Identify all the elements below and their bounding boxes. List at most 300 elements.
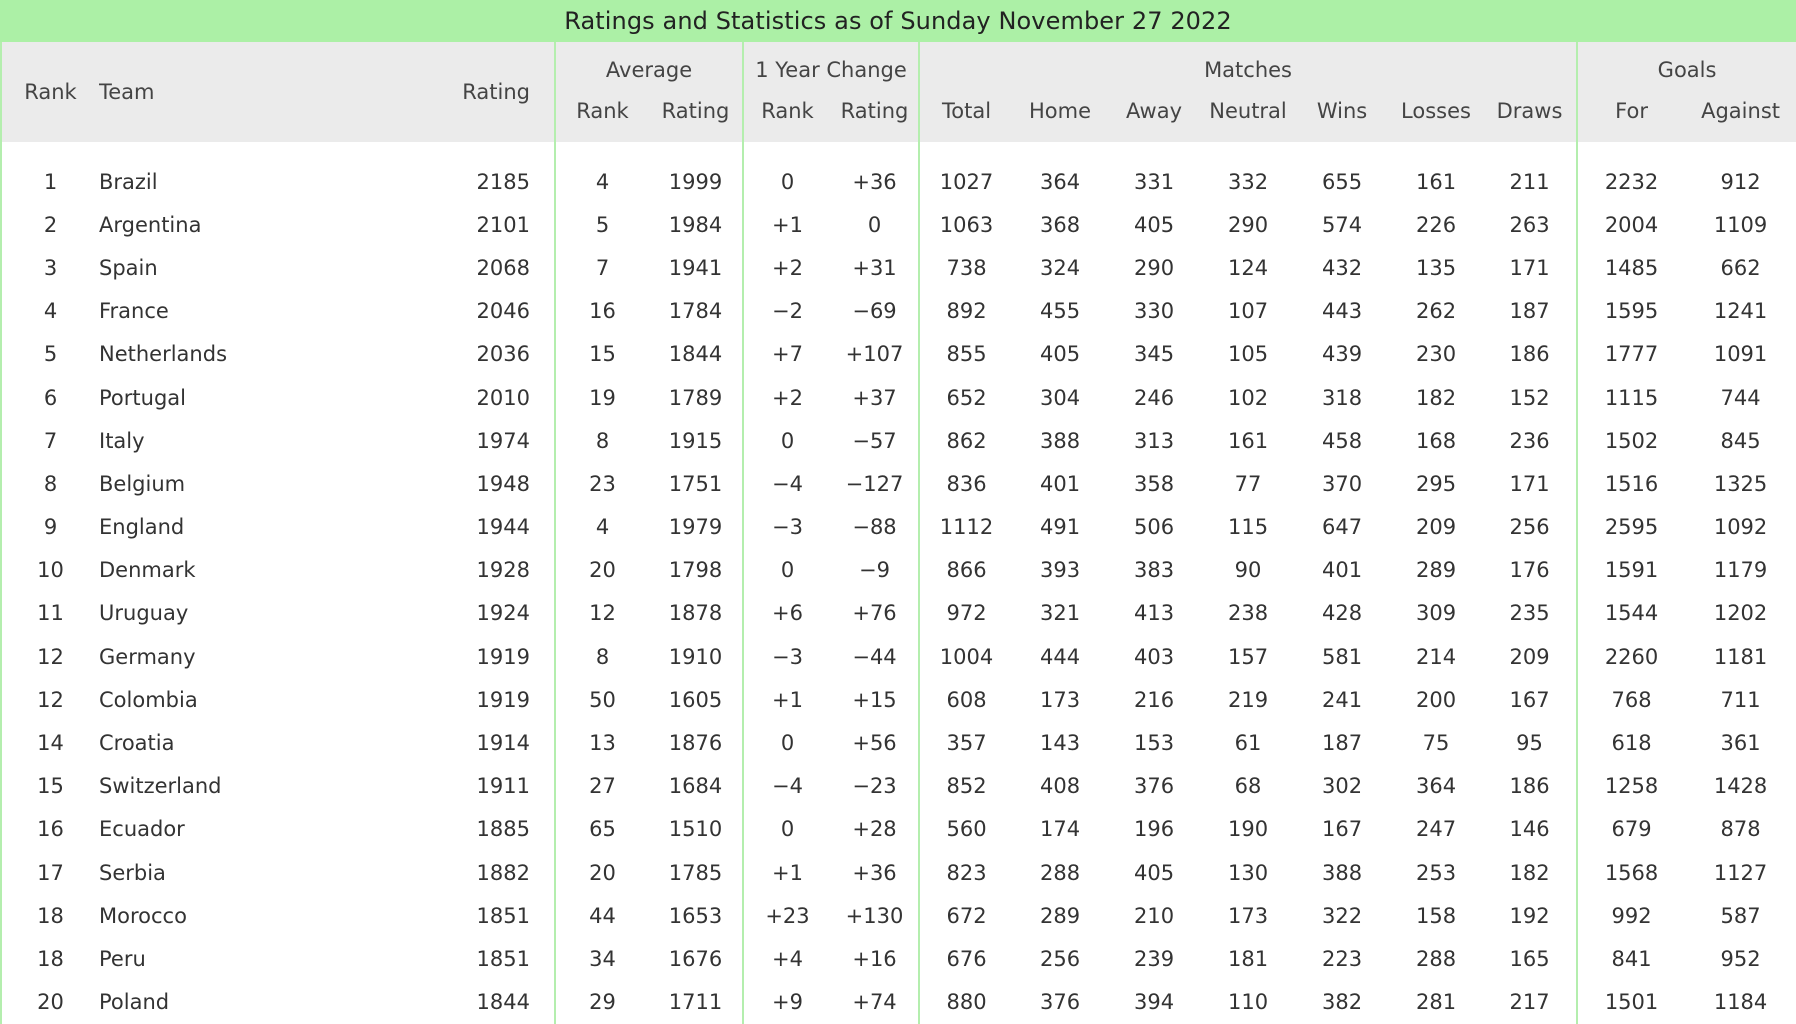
header-average-rating[interactable]: Rating bbox=[649, 84, 743, 142]
page-title: Ratings and Statistics as of Sunday November 27 2022 bbox=[0, 0, 1796, 42]
cell-matches-neutral: 157 bbox=[1227, 644, 1269, 669]
cell-matches-total: 855 bbox=[919, 333, 1013, 376]
cell-matches-draws: 95 bbox=[1516, 731, 1543, 756]
cell-goals-against: 361 bbox=[1685, 721, 1796, 764]
cell-year-change-rank: 0 bbox=[743, 160, 831, 203]
header-matches-losses[interactable]: Losses bbox=[1389, 84, 1483, 142]
cell-matches-wins: 223 bbox=[1321, 946, 1363, 971]
cell-rating: 2185 bbox=[476, 169, 530, 194]
cell-matches-home: 288 bbox=[1039, 860, 1081, 885]
cell-average-rank: 29 bbox=[555, 981, 649, 1024]
cell-matches-losses: 295 bbox=[1415, 471, 1457, 496]
table-row[interactable] bbox=[1, 549, 1796, 592]
cell-matches-neutral: 190 bbox=[1227, 817, 1269, 842]
cell-year-change-rating: −23 bbox=[852, 774, 897, 799]
cell-goals-for: 679 bbox=[1577, 808, 1685, 851]
cell-rank: 15 bbox=[1, 765, 99, 808]
cell-year-change-rank: +9 bbox=[743, 981, 831, 1024]
cell-average-rank: 5 bbox=[555, 203, 649, 246]
cell-average-rating: 1789 bbox=[668, 385, 723, 410]
cell-rating: 1924 bbox=[476, 601, 530, 626]
cell-year-change-rating: +36 bbox=[852, 860, 897, 885]
cell-average-rating: 1510 bbox=[668, 817, 723, 842]
cell-average-rank: 16 bbox=[555, 290, 649, 333]
cell-matches-home: 289 bbox=[1039, 903, 1081, 928]
cell-matches-draws: 182 bbox=[1509, 860, 1550, 885]
cell-rank: 14 bbox=[1, 721, 99, 764]
cell-matches-home: 376 bbox=[1039, 990, 1081, 1015]
header-matches-total[interactable]: Total bbox=[919, 84, 1013, 142]
cell-goals-against: 878 bbox=[1685, 808, 1796, 851]
cell-matches-draws: 192 bbox=[1509, 903, 1550, 928]
cell-goals-for: 1115 bbox=[1577, 376, 1685, 419]
cell-goals-for: 1501 bbox=[1577, 981, 1685, 1024]
cell-rank: 16 bbox=[1, 808, 99, 851]
cell-goals-against: 587 bbox=[1685, 894, 1796, 937]
cell-average-rank: 13 bbox=[555, 721, 649, 764]
cell-rank: 7 bbox=[1, 419, 99, 462]
cell-matches-losses: 309 bbox=[1415, 601, 1457, 626]
cell-goals-for: 1516 bbox=[1577, 462, 1685, 505]
header-matches-group: Matches bbox=[919, 42, 1577, 84]
cell-rating: 1944 bbox=[476, 515, 530, 540]
header-average-rank[interactable]: Rank bbox=[555, 84, 649, 142]
cell-average-rating: 1785 bbox=[668, 860, 723, 885]
cell-average-rank: 4 bbox=[555, 160, 649, 203]
cell-rating: 1914 bbox=[476, 731, 530, 756]
cell-matches-away: 210 bbox=[1133, 903, 1175, 928]
cell-rating: 2046 bbox=[476, 299, 530, 324]
cell-rating: 1844 bbox=[476, 990, 530, 1015]
cell-matches-losses: 200 bbox=[1415, 687, 1457, 712]
cell-matches-total: 866 bbox=[919, 549, 1013, 592]
cell-average-rating: 1915 bbox=[668, 428, 723, 453]
cell-team[interactable]: Italy bbox=[99, 428, 145, 453]
cell-matches-total: 672 bbox=[919, 894, 1013, 937]
ratings-table bbox=[0, 42, 1796, 1024]
cell-matches-neutral: 124 bbox=[1227, 255, 1269, 280]
header-year-change-group: 1 Year Change bbox=[743, 42, 919, 84]
cell-matches-home: 364 bbox=[1039, 169, 1081, 194]
header-year-change-rating[interactable]: Rating bbox=[831, 84, 919, 142]
cell-matches-total: 738 bbox=[919, 246, 1013, 289]
table-row[interactable] bbox=[1, 203, 1796, 246]
cell-team[interactable]: Poland bbox=[99, 990, 170, 1015]
cell-goals-for: 2004 bbox=[1577, 203, 1685, 246]
cell-rating: 1919 bbox=[476, 687, 530, 712]
cell-team[interactable]: Morocco bbox=[99, 903, 187, 928]
table-row[interactable] bbox=[1, 462, 1796, 505]
cell-matches-away: 413 bbox=[1133, 601, 1175, 626]
table-spacer bbox=[1, 142, 1796, 160]
cell-average-rating: 1876 bbox=[668, 731, 723, 756]
cell-matches-away: 506 bbox=[1133, 515, 1175, 540]
cell-matches-total: 836 bbox=[919, 462, 1013, 505]
cell-year-change-rating: +15 bbox=[852, 687, 897, 712]
cell-goals-for: 2260 bbox=[1577, 635, 1685, 678]
cell-rating: 2010 bbox=[476, 385, 530, 410]
cell-matches-losses: 262 bbox=[1415, 299, 1457, 324]
cell-year-change-rank: +7 bbox=[743, 333, 831, 376]
cell-team[interactable]: England bbox=[99, 515, 185, 540]
cell-team[interactable]: Peru bbox=[99, 946, 146, 971]
cell-year-change-rating: +76 bbox=[852, 601, 897, 626]
cell-rank: 11 bbox=[1, 592, 99, 635]
cell-matches-away: 153 bbox=[1133, 731, 1175, 756]
cell-average-rank: 65 bbox=[555, 808, 649, 851]
cell-goals-against: 1091 bbox=[1685, 333, 1796, 376]
cell-average-rating: 1684 bbox=[668, 774, 723, 799]
cell-matches-total: 1063 bbox=[919, 203, 1013, 246]
header-year-change-rank[interactable]: Rank bbox=[743, 84, 831, 142]
cell-rating: 1851 bbox=[476, 903, 530, 928]
header-rank[interactable]: Rank bbox=[1, 42, 99, 142]
cell-matches-draws: 186 bbox=[1509, 342, 1550, 367]
cell-average-rank: 27 bbox=[555, 765, 649, 808]
cell-matches-losses: 281 bbox=[1415, 990, 1457, 1015]
cell-matches-away: 383 bbox=[1133, 558, 1175, 583]
cell-team[interactable]: Argentina bbox=[99, 212, 202, 237]
header-rating[interactable]: Rating bbox=[309, 42, 555, 142]
cell-rank: 9 bbox=[1, 506, 99, 549]
cell-year-change-rank: −4 bbox=[743, 462, 831, 505]
cell-goals-for: 1258 bbox=[1577, 765, 1685, 808]
cell-year-change-rank: +23 bbox=[743, 894, 831, 937]
cell-average-rating: 1653 bbox=[668, 903, 723, 928]
header-goals-for[interactable]: For bbox=[1577, 84, 1685, 142]
header-average-group: Average bbox=[555, 42, 743, 84]
cell-matches-losses: 364 bbox=[1415, 774, 1457, 799]
cell-matches-wins: 382 bbox=[1321, 990, 1363, 1015]
cell-matches-away: 403 bbox=[1133, 644, 1175, 669]
cell-goals-for: 2232 bbox=[1577, 160, 1685, 203]
cell-matches-neutral: 77 bbox=[1234, 471, 1262, 496]
cell-goals-against: 1241 bbox=[1685, 290, 1796, 333]
cell-average-rating: 1605 bbox=[668, 687, 723, 712]
cell-year-change-rating: +130 bbox=[845, 903, 904, 928]
header-matches-draws[interactable]: Draws bbox=[1483, 84, 1577, 142]
cell-average-rating: 1844 bbox=[668, 342, 723, 367]
cell-average-rank: 20 bbox=[555, 549, 649, 592]
cell-matches-draws: 152 bbox=[1509, 385, 1550, 410]
table-row[interactable] bbox=[1, 333, 1796, 376]
table-row[interactable] bbox=[1, 937, 1796, 980]
cell-rating: 1948 bbox=[476, 471, 530, 496]
cell-year-change-rank: +2 bbox=[743, 376, 831, 419]
cell-matches-away: 405 bbox=[1133, 860, 1175, 885]
cell-matches-wins: 432 bbox=[1321, 255, 1363, 280]
table-row[interactable] bbox=[1, 678, 1796, 721]
cell-matches-wins: 443 bbox=[1321, 299, 1363, 324]
table-row[interactable] bbox=[1, 894, 1796, 937]
header-matches-neutral[interactable]: Neutral bbox=[1201, 84, 1295, 142]
cell-matches-draws: 186 bbox=[1509, 774, 1550, 799]
cell-year-change-rating: +37 bbox=[852, 385, 897, 410]
cell-matches-home: 173 bbox=[1039, 687, 1081, 712]
cell-team[interactable]: Belgium bbox=[99, 471, 186, 496]
table-row[interactable] bbox=[1, 290, 1796, 333]
cell-matches-home: 304 bbox=[1039, 385, 1081, 410]
cell-team[interactable]: Spain bbox=[99, 255, 158, 280]
cell-year-change-rating: −69 bbox=[852, 299, 897, 324]
cell-matches-home: 401 bbox=[1039, 471, 1081, 496]
cell-matches-away: 358 bbox=[1133, 471, 1175, 496]
cell-matches-wins: 428 bbox=[1321, 601, 1363, 626]
cell-matches-total: 892 bbox=[919, 290, 1013, 333]
cell-matches-home: 393 bbox=[1039, 558, 1081, 583]
cell-team[interactable]: Netherlands bbox=[99, 342, 228, 367]
cell-team[interactable]: Portugal bbox=[99, 385, 186, 410]
cell-matches-neutral: 290 bbox=[1227, 212, 1269, 237]
cell-matches-neutral: 105 bbox=[1227, 342, 1269, 367]
cell-average-rank: 34 bbox=[555, 937, 649, 980]
cell-goals-against: 1127 bbox=[1685, 851, 1796, 894]
cell-rank: 3 bbox=[1, 246, 99, 289]
cell-matches-draws: 236 bbox=[1509, 428, 1550, 453]
cell-average-rating: 1676 bbox=[668, 946, 723, 971]
table-row[interactable] bbox=[1, 506, 1796, 549]
cell-matches-losses: 168 bbox=[1415, 428, 1457, 453]
cell-goals-for: 1502 bbox=[1577, 419, 1685, 462]
cell-matches-losses: 161 bbox=[1415, 169, 1457, 194]
cell-goals-for: 2595 bbox=[1577, 506, 1685, 549]
cell-rank: 4 bbox=[1, 290, 99, 333]
cell-matches-draws: 176 bbox=[1509, 558, 1550, 583]
cell-matches-wins: 458 bbox=[1321, 428, 1363, 453]
table-row[interactable] bbox=[1, 721, 1796, 764]
cell-matches-losses: 247 bbox=[1415, 817, 1457, 842]
table-row[interactable] bbox=[1, 635, 1796, 678]
cell-matches-home: 491 bbox=[1039, 515, 1081, 540]
cell-goals-against: 1428 bbox=[1685, 765, 1796, 808]
cell-matches-losses: 158 bbox=[1415, 903, 1457, 928]
cell-matches-away: 216 bbox=[1133, 687, 1175, 712]
cell-rank: 6 bbox=[1, 376, 99, 419]
cell-matches-home: 256 bbox=[1039, 946, 1081, 971]
cell-matches-wins: 439 bbox=[1321, 342, 1363, 367]
cell-matches-home: 324 bbox=[1039, 255, 1081, 280]
cell-matches-wins: 647 bbox=[1321, 515, 1363, 540]
cell-average-rating: 1711 bbox=[668, 990, 723, 1015]
cell-matches-wins: 370 bbox=[1321, 471, 1363, 496]
cell-goals-against: 1202 bbox=[1685, 592, 1796, 635]
cell-average-rating: 1999 bbox=[668, 169, 723, 194]
cell-matches-home: 408 bbox=[1039, 774, 1081, 799]
cell-goals-for: 1485 bbox=[1577, 246, 1685, 289]
cell-matches-losses: 253 bbox=[1415, 860, 1457, 885]
cell-year-change-rating: −57 bbox=[852, 428, 897, 453]
cell-matches-home: 444 bbox=[1039, 644, 1081, 669]
cell-goals-against: 711 bbox=[1685, 678, 1796, 721]
cell-matches-losses: 289 bbox=[1415, 558, 1457, 583]
cell-matches-away: 345 bbox=[1133, 342, 1175, 367]
table-row[interactable] bbox=[1, 765, 1796, 808]
cell-matches-neutral: 332 bbox=[1227, 169, 1269, 194]
cell-year-change-rating: 0 bbox=[867, 212, 882, 237]
cell-average-rating: 1941 bbox=[668, 255, 723, 280]
cell-matches-wins: 302 bbox=[1321, 774, 1363, 799]
cell-rank: 5 bbox=[1, 333, 99, 376]
cell-goals-for: 992 bbox=[1577, 894, 1685, 937]
cell-matches-neutral: 102 bbox=[1227, 385, 1269, 410]
cell-average-rating: 1751 bbox=[668, 471, 723, 496]
cell-rank: 8 bbox=[1, 462, 99, 505]
cell-year-change-rating: +74 bbox=[852, 990, 897, 1015]
table-row[interactable] bbox=[1, 246, 1796, 289]
table-row[interactable] bbox=[1, 376, 1796, 419]
cell-matches-away: 331 bbox=[1133, 169, 1175, 194]
cell-goals-for: 1591 bbox=[1577, 549, 1685, 592]
cell-matches-draws: 171 bbox=[1509, 471, 1550, 496]
cell-matches-wins: 581 bbox=[1321, 644, 1363, 669]
header-matches-away[interactable]: Away bbox=[1107, 84, 1201, 142]
cell-matches-home: 388 bbox=[1039, 428, 1081, 453]
cell-matches-neutral: 90 bbox=[1234, 558, 1262, 583]
cell-rating: 2101 bbox=[476, 212, 530, 237]
cell-rating: 1928 bbox=[476, 558, 530, 583]
cell-average-rating: 1878 bbox=[668, 601, 723, 626]
cell-matches-home: 368 bbox=[1039, 212, 1081, 237]
cell-goals-against: 1325 bbox=[1685, 462, 1796, 505]
cell-goals-against: 1181 bbox=[1685, 635, 1796, 678]
cell-year-change-rating: −44 bbox=[852, 644, 897, 669]
cell-team[interactable]: Switzerland bbox=[99, 774, 222, 799]
cell-team[interactable]: Brazil bbox=[99, 169, 158, 194]
cell-matches-losses: 288 bbox=[1415, 946, 1457, 971]
cell-matches-away: 239 bbox=[1133, 946, 1175, 971]
cell-matches-away: 196 bbox=[1133, 817, 1175, 842]
cell-rank: 12 bbox=[1, 678, 99, 721]
cell-matches-wins: 318 bbox=[1321, 385, 1363, 410]
table-row[interactable] bbox=[1, 808, 1796, 851]
cell-matches-total: 823 bbox=[919, 851, 1013, 894]
cell-matches-total: 357 bbox=[919, 721, 1013, 764]
cell-matches-total: 880 bbox=[919, 981, 1013, 1024]
cell-goals-against: 845 bbox=[1685, 419, 1796, 462]
cell-matches-total: 608 bbox=[919, 678, 1013, 721]
cell-matches-away: 246 bbox=[1133, 385, 1175, 410]
cell-rating: 1882 bbox=[476, 860, 530, 885]
cell-goals-against: 1179 bbox=[1685, 549, 1796, 592]
table-row[interactable] bbox=[1, 981, 1796, 1024]
cell-matches-draws: 235 bbox=[1509, 601, 1550, 626]
table-row[interactable] bbox=[1, 592, 1796, 635]
cell-year-change-rank: −4 bbox=[743, 765, 831, 808]
cell-average-rank: 7 bbox=[555, 246, 649, 289]
cell-rank: 12 bbox=[1, 635, 99, 678]
cell-rating: 1919 bbox=[476, 644, 530, 669]
cell-matches-neutral: 238 bbox=[1227, 601, 1269, 626]
cell-rank: 10 bbox=[1, 549, 99, 592]
cell-team[interactable]: Denmark bbox=[99, 558, 196, 583]
header-matches-home[interactable]: Home bbox=[1013, 84, 1107, 142]
cell-average-rank: 15 bbox=[555, 333, 649, 376]
cell-matches-total: 676 bbox=[919, 937, 1013, 980]
cell-year-change-rank: −3 bbox=[743, 635, 831, 678]
cell-matches-total: 862 bbox=[919, 419, 1013, 462]
cell-year-change-rating: +107 bbox=[845, 342, 904, 367]
header-matches-wins[interactable]: Wins bbox=[1295, 84, 1389, 142]
cell-matches-total: 972 bbox=[919, 592, 1013, 635]
cell-team[interactable]: Serbia bbox=[99, 860, 166, 885]
cell-matches-total: 560 bbox=[919, 808, 1013, 851]
cell-matches-total: 1027 bbox=[919, 160, 1013, 203]
cell-year-change-rating: +31 bbox=[852, 255, 897, 280]
cell-matches-home: 321 bbox=[1039, 601, 1081, 626]
cell-matches-draws: 165 bbox=[1509, 946, 1550, 971]
cell-matches-wins: 574 bbox=[1321, 212, 1363, 237]
cell-matches-draws: 217 bbox=[1509, 990, 1550, 1015]
table-row[interactable] bbox=[1, 419, 1796, 462]
cell-matches-wins: 388 bbox=[1321, 860, 1363, 885]
cell-matches-neutral: 181 bbox=[1227, 946, 1269, 971]
cell-matches-home: 405 bbox=[1039, 342, 1081, 367]
cell-team[interactable]: Germany bbox=[99, 644, 196, 669]
cell-matches-wins: 322 bbox=[1321, 903, 1363, 928]
cell-team[interactable]: Uruguay bbox=[99, 601, 189, 626]
cell-goals-against: 1184 bbox=[1685, 981, 1796, 1024]
cell-year-change-rating: +28 bbox=[852, 817, 897, 842]
cell-goals-for: 841 bbox=[1577, 937, 1685, 980]
cell-goals-for: 1777 bbox=[1577, 333, 1685, 376]
cell-goals-against: 662 bbox=[1685, 246, 1796, 289]
cell-year-change-rating: +56 bbox=[852, 731, 897, 756]
cell-average-rating: 1979 bbox=[668, 515, 723, 540]
cell-average-rating: 1798 bbox=[668, 558, 723, 583]
cell-goals-for: 1544 bbox=[1577, 592, 1685, 635]
cell-average-rank: 44 bbox=[555, 894, 649, 937]
cell-matches-draws: 146 bbox=[1509, 817, 1550, 842]
cell-team[interactable]: Croatia bbox=[99, 731, 175, 756]
cell-average-rank: 23 bbox=[555, 462, 649, 505]
header-goals-against[interactable]: Against bbox=[1685, 84, 1796, 142]
cell-year-change-rating: +36 bbox=[852, 169, 897, 194]
cell-year-change-rank: 0 bbox=[743, 419, 831, 462]
cell-matches-losses: 182 bbox=[1415, 385, 1457, 410]
cell-year-change-rank: 0 bbox=[743, 721, 831, 764]
cell-matches-away: 313 bbox=[1133, 428, 1175, 453]
cell-matches-away: 330 bbox=[1133, 299, 1175, 324]
cell-matches-draws: 263 bbox=[1509, 212, 1550, 237]
cell-matches-neutral: 115 bbox=[1227, 515, 1269, 540]
header-team[interactable]: Team bbox=[99, 42, 309, 142]
cell-matches-losses: 214 bbox=[1415, 644, 1457, 669]
table-row[interactable] bbox=[1, 160, 1796, 203]
cell-average-rating: 1910 bbox=[668, 644, 723, 669]
cell-year-change-rank: −3 bbox=[743, 506, 831, 549]
cell-rank: 18 bbox=[1, 937, 99, 980]
cell-goals-against: 1092 bbox=[1685, 506, 1796, 549]
cell-matches-wins: 401 bbox=[1321, 558, 1363, 583]
table-row[interactable] bbox=[1, 851, 1796, 894]
cell-matches-total: 652 bbox=[919, 376, 1013, 419]
cell-team[interactable]: Colombia bbox=[99, 687, 198, 712]
cell-rank: 2 bbox=[1, 203, 99, 246]
cell-average-rank: 8 bbox=[555, 635, 649, 678]
cell-matches-total: 1112 bbox=[919, 506, 1013, 549]
cell-average-rank: 50 bbox=[555, 678, 649, 721]
cell-matches-neutral: 61 bbox=[1234, 731, 1262, 756]
cell-goals-against: 952 bbox=[1685, 937, 1796, 980]
cell-year-change-rating: −127 bbox=[845, 471, 904, 496]
cell-matches-neutral: 110 bbox=[1227, 990, 1269, 1015]
cell-team[interactable]: France bbox=[99, 299, 169, 324]
cell-average-rank: 12 bbox=[555, 592, 649, 635]
cell-goals-for: 618 bbox=[1577, 721, 1685, 764]
cell-rank: 17 bbox=[1, 851, 99, 894]
cell-team[interactable]: Ecuador bbox=[99, 817, 185, 842]
cell-year-change-rank: +6 bbox=[743, 592, 831, 635]
